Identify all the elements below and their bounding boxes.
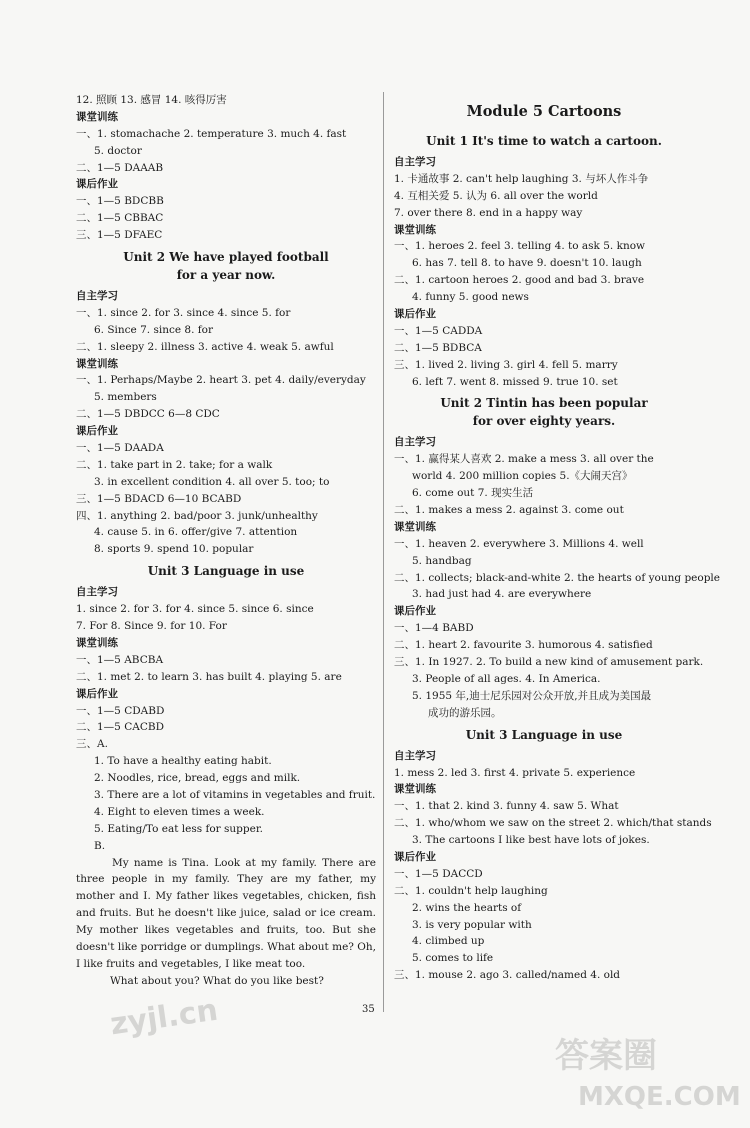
answer-line: 一、1. 赢得某人喜欢 2. make a mess 3. all over the xyxy=(394,453,654,466)
unit-heading xyxy=(394,394,694,430)
answer-line: 二、1. heart 2. favourite 3. humorous 4. satisfied xyxy=(394,639,653,652)
answer-line: 一、1—5 DAADA xyxy=(76,442,164,455)
unit-heading-line: Unit 2 Tintin has been popular xyxy=(440,396,648,411)
unit-heading xyxy=(394,726,694,744)
column-divider xyxy=(383,92,384,1012)
answer-line: 三、1. lived 2. living 3. girl 4. fell 5. marry xyxy=(394,358,618,371)
essay-paragraph: My name is Tina. Look at my family. There are three people in my family. They are my father, my mother and I. My father likes vegetables, chicken, fish and fruits. But he doesn't like juice, salad or ice cream. My mother likes vegetables and fruits, too. But she doesn't like porridge or dumplings. What about me? Oh, I like fruits and vegetables, I like meat too. xyxy=(76,856,376,970)
answer-line: 5. members xyxy=(94,391,157,404)
answer-line: 二、1. take part in 2. take; for a walk xyxy=(76,458,273,471)
section-label: 自主学习 xyxy=(394,749,436,762)
answer-line: 6. come out 7. 现实生活 xyxy=(412,487,534,500)
answer-line: 一、1—5 CADDA xyxy=(394,324,483,337)
answer-line: 1. mess 2. led 3. first 4. private 5. experience xyxy=(394,766,636,779)
answer-line: 二、1—5 DBDCC 6—8 CDC xyxy=(76,408,220,421)
section-label: 自主学习 xyxy=(394,436,436,449)
module-title: Module 5 Cartoons xyxy=(466,103,622,120)
answer-line: 3. had just had 4. are everywhere xyxy=(412,588,592,601)
right-column xyxy=(394,92,720,984)
answer-line: 二、1. cartoon heroes 2. good and bad 3. brave xyxy=(394,274,645,287)
unit-heading-line: Unit 3 Language in use xyxy=(147,564,305,579)
section-label: 课后作业 xyxy=(76,687,118,700)
answer-line: 二、1—5 BDBCA xyxy=(394,341,482,354)
section-label: 课堂训练 xyxy=(394,223,436,236)
unit-heading-line: for a year now. xyxy=(176,268,276,283)
answer-line: 一、1. heroes 2. feel 3. telling 4. to ask 5. know xyxy=(394,240,646,253)
answer-line: 3. in excellent condition 4. all over 5. too; to xyxy=(94,475,330,488)
watermark-right-bottom: MXQE.COM xyxy=(578,1082,741,1112)
section-label: 课后作业 xyxy=(76,425,118,438)
answer-line: 2. Noodles, rice, bread, eggs and milk. xyxy=(94,772,301,785)
answer-line: 3. People of all ages. 4. In America. xyxy=(412,672,601,685)
answer-line: 3. There are a lot of vitamins in vegetables and fruit. xyxy=(94,788,376,801)
answer-line: 1. since 2. for 3. for 4. since 5. since 6. since xyxy=(76,603,314,616)
answer-line: 4. funny 5. good news xyxy=(412,291,529,304)
answer-line: 二、1. who/whom we saw on the street 2. which/that stands xyxy=(394,817,712,830)
answer-line: 2. wins the hearts of xyxy=(412,901,522,914)
section-label: 课堂训练 xyxy=(394,783,436,796)
answer-line: 12. 照顾 13. 感冒 14. 咳得厉害 xyxy=(76,94,227,106)
answer-line: 8. sports 9. spend 10. popular xyxy=(94,543,254,556)
answer-line: 三、1—5 DFAEC xyxy=(76,229,163,242)
answer-line: 5. comes to life xyxy=(412,952,494,965)
section-label: 课后作业 xyxy=(394,308,436,321)
unit-heading xyxy=(76,248,376,284)
unit-heading-line: for over eighty years. xyxy=(472,414,616,429)
unit-heading xyxy=(76,562,376,580)
answer-line: 一、1—4 BABD xyxy=(394,622,474,635)
answer-line: 3. is very popular with xyxy=(412,918,532,931)
answer-line: 一、1—5 CDABD xyxy=(76,704,165,717)
section-label: 课堂训练 xyxy=(76,357,118,370)
left-column xyxy=(76,92,376,990)
answer-line: world 4. 200 million copies 5.《大闹天宫》 xyxy=(412,470,633,483)
answer-line: 4. climbed up xyxy=(412,935,485,948)
answer-line: 7. For 8. Since 9. for 10. For xyxy=(76,620,227,633)
answer-line: 二、1. met 2. to learn 3. has built 4. playing 5. are xyxy=(76,670,342,683)
answer-line: 6. has 7. tell 8. to have 9. doesn't 10. laugh xyxy=(412,257,642,270)
section-label: 课后作业 xyxy=(76,178,118,191)
answer-line: 3. The cartoons I like best have lots of jokes. xyxy=(412,834,650,847)
answer-line: 二、1. collects; black-and-white 2. the hearts of young people xyxy=(394,571,720,584)
answer-line: 4. 互相关爱 5. 认为 6. all over the world xyxy=(394,189,598,202)
unit-heading-line: Unit 1 It's time to watch a cartoon. xyxy=(426,134,662,148)
answer-line: 二、1. makes a mess 2. against 3. come out xyxy=(394,504,624,517)
answer-line: 二、1—5 CACBD xyxy=(76,721,164,734)
answer-line: 三、1—5 BDACD 6—10 BCABD xyxy=(76,492,242,505)
page-number: 35 xyxy=(362,1004,375,1015)
answer-line: 6. left 7. went 8. missed 9. true 10. set xyxy=(412,375,618,388)
answer-line: 5. Eating/To eat less for supper. xyxy=(94,822,264,835)
answer-line: 四、1. anything 2. bad/poor 3. junk/unhealthy xyxy=(76,509,318,522)
section-label: 课后作业 xyxy=(394,605,436,618)
answer-line: B. xyxy=(94,839,106,852)
section-label: 自主学习 xyxy=(76,290,118,303)
answer-line: 1. 卡通故事 2. can't help laughing 3. 与坏人作斗争 xyxy=(394,172,649,185)
section-label: 自主学习 xyxy=(394,156,436,168)
unit-heading xyxy=(394,132,694,150)
answer-line: 一、1. that 2. kind 3. funny 4. saw 5. What xyxy=(394,800,619,813)
answer-line: 1. To have a healthy eating habit. xyxy=(94,755,272,768)
watermark-right-top: 答案圈 xyxy=(555,1036,657,1076)
answer-line: 5. doctor xyxy=(94,144,142,157)
answer-line: 一、1. stomachache 2. temperature 3. much 4. fast xyxy=(76,127,347,140)
answer-line: 5. handbag xyxy=(412,554,472,567)
answer-line: 二、1. couldn't help laughing xyxy=(394,884,548,897)
answer-line: What about you? What do you like best? xyxy=(110,974,324,987)
answer-line: 三、1. mouse 2. ago 3. called/named 4. old xyxy=(394,969,621,982)
section-label: 自主学习 xyxy=(76,586,118,599)
section-label: 课堂训练 xyxy=(76,110,118,123)
section-label: 课堂训练 xyxy=(394,520,436,533)
answer-line: 一、1. since 2. for 3. since 4. since 5. for xyxy=(76,306,291,319)
answer-line: 4. Eight to eleven times a week. xyxy=(94,805,265,818)
answer-line: 一、1—5 DACCD xyxy=(394,867,483,880)
answer-line: 三、A. xyxy=(76,738,108,751)
unit-heading-line: Unit 3 Language in use xyxy=(465,727,623,742)
answer-line: 成功的游乐园。 xyxy=(428,706,502,719)
answer-line: 一、1. Perhaps/Maybe 2. heart 3. pet 4. daily/everyday xyxy=(76,374,366,387)
answer-line: 一、1—5 BDCBB xyxy=(76,195,164,208)
unit-heading-line: Unit 2 We have played football xyxy=(123,250,329,265)
answer-line: 一、1. heaven 2. everywhere 3. Millions 4. well xyxy=(394,537,644,550)
answer-line: 二、1—5 DAAAB xyxy=(76,161,164,174)
answer-line: 三、1. In 1927. 2. To build a new kind of amusement park. xyxy=(394,656,704,669)
answer-line: 二、1. sleepy 2. illness 3. active 4. weak 5. awful xyxy=(76,340,334,353)
answer-line: 一、1—5 ABCBA xyxy=(76,653,164,666)
answer-line: 7. over there 8. end in a happy way xyxy=(394,206,583,219)
answer-line: 二、1—5 CBBAC xyxy=(76,212,164,225)
answer-line: 5. 1955 年,迪士尼乐园对公众开放,并且成为美国最 xyxy=(412,689,652,702)
answer-line: 4. cause 5. in 6. offer/give 7. attention xyxy=(94,526,298,539)
answer-line: 6. Since 7. since 8. for xyxy=(94,323,213,336)
section-label: 课堂训练 xyxy=(76,636,118,649)
section-label: 课后作业 xyxy=(394,850,436,863)
watermark-left: zyjl.cn xyxy=(108,992,221,1043)
